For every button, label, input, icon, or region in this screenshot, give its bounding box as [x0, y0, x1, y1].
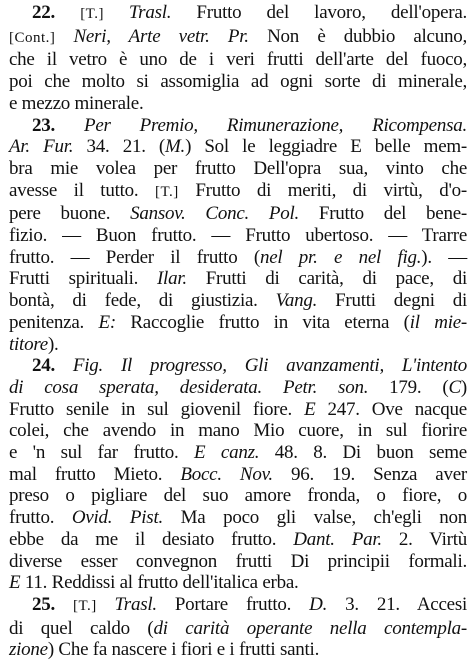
text-segment: di cosa sperata, desiderata. Petr. son. [9, 376, 369, 398]
text-segment: di carità operante nella contempla- [153, 617, 467, 639]
text-segment: 25. [32, 593, 73, 615]
text-segment: e 'n sul far frutto. [9, 442, 195, 464]
text-segment: Ilar. [156, 268, 187, 290]
text-segment: Frutto di meriti, di virtù, d'o- [178, 179, 467, 201]
text-segment: zione [9, 639, 48, 661]
text-line [9, 247, 467, 269]
text-segment: Fig. Il progresso, Gli avanzamenti, L'intento [72, 355, 467, 377]
text-line [9, 26, 467, 50]
text-line [9, 93, 467, 115]
text-line [9, 507, 467, 529]
text-segment: colei, che avendo in mano Mio cuore, in sul fiorire [9, 420, 467, 442]
text-segment: fizio. — Buon frutto. — Frutto ubertoso. — Trarre [9, 225, 467, 247]
text-line [9, 485, 467, 507]
text-line [9, 115, 467, 137]
text-line [9, 290, 467, 312]
text-segment: 34. 21. ( [73, 136, 165, 158]
text-segment: ). [47, 333, 59, 355]
text-line [9, 572, 467, 594]
text-segment: bra mie volea per frutto Dell'opra sua, vinto che [9, 157, 467, 179]
text-segment: 2. Virtù [381, 528, 467, 550]
text-segment: penitenza. [9, 311, 99, 333]
text-segment: 11. Reddissi al frutto dell'italica erba. [20, 572, 299, 594]
text-segment: e mezzo minerale. [9, 92, 144, 114]
text-segment: Ar. Fur. [9, 136, 74, 158]
text-line [9, 158, 467, 180]
text-segment: Raccoglie frutto in vita eterna ( [115, 311, 410, 333]
text-segment: poi che molto si assomiglia ad ogni sorte di minerale, [9, 71, 467, 93]
text-segment: E [9, 572, 21, 594]
text-segment: Trasl. [128, 2, 172, 23]
text-line [9, 420, 467, 442]
text-segment: ) [460, 376, 467, 398]
text-segment: avesse il tutto. [9, 179, 155, 201]
text-segment: mal frutto Mieto. [9, 463, 181, 485]
text-segment: [T.] [154, 183, 179, 200]
text-line [9, 464, 467, 486]
text-segment: Frutto del bene- [299, 203, 467, 225]
text-segment: titore [9, 333, 48, 355]
text-segment: 23. [32, 114, 84, 136]
text-segment: diverse esser convegnon frutti Di principii formali. [9, 550, 467, 572]
text-line [9, 71, 467, 93]
text-segment: Portare frutto. [156, 593, 310, 615]
text-segment: [T.] [73, 597, 115, 614]
text-segment: Ovid. Pist. [71, 507, 163, 529]
text-line [9, 442, 467, 464]
text-segment: D. [309, 593, 328, 615]
text-line [9, 377, 467, 399]
text-segment: Frutti degni di [317, 290, 467, 312]
text-line [9, 180, 467, 204]
text-segment: che il vetro è uno de i veri frutti dell'arte del fuoco, [9, 49, 467, 71]
text-segment: Ma poco gli valse, ch'egli non [162, 507, 467, 529]
text-segment: frutto. [9, 507, 72, 529]
text-segment: ). — [421, 246, 467, 268]
text-line [9, 312, 467, 334]
text-line [9, 639, 467, 661]
text-segment: il mie- [409, 311, 467, 333]
text-segment: Vang. [275, 290, 318, 312]
text-line [9, 203, 467, 225]
text-segment: Frutto del lavoro, dell'opera. [171, 2, 468, 23]
text-segment: Frutti di carità, di pace, di [186, 268, 467, 290]
text-segment: Frutto senile in sul giovenil fiore. [9, 398, 305, 420]
text-line [9, 2, 467, 26]
text-segment: M. [164, 136, 186, 158]
text-segment: 3. 21. Accesi [327, 593, 468, 615]
text-segment: Per Premio, Rimunerazione, Ricompensa. [83, 114, 467, 136]
text-segment: preso o pigliare del suo amore fronda, o fiore, o [9, 485, 467, 507]
text-segment: 179. ( [368, 376, 449, 398]
text-segment: Dant. Par. [293, 528, 382, 550]
text-segment: 22. [32, 2, 81, 23]
text-line [9, 399, 467, 421]
text-segment: E [304, 398, 316, 420]
text-segment: nel pr. e nel fig. [259, 246, 422, 268]
text-line [9, 594, 467, 618]
text-segment: di quel caldo ( [9, 617, 154, 639]
text-segment: ) Sol le leggiadre E belle mem- [185, 136, 468, 158]
text-segment: E canz. [194, 442, 260, 464]
text-segment: 24. [32, 355, 73, 377]
text-segment: Neri, Arte vetr. Pr. [73, 25, 249, 47]
text-segment: Frutti spirituali. [9, 268, 157, 290]
text-segment: 247. Ove nacque [315, 398, 467, 420]
text-line [9, 49, 467, 71]
text-segment: pere buone. [9, 203, 131, 225]
text-segment: Sansov. Conc. Pol. [130, 203, 300, 225]
text-segment: ) Che fa nascere i fiori e i frutti santi. [47, 639, 320, 661]
text-line [9, 529, 467, 551]
text-segment: Bocc. Nov. [180, 463, 273, 485]
text-segment: 96. 19. Senza aver [272, 463, 468, 485]
text-segment: frutto. — Perder il frutto ( [9, 246, 260, 268]
text-segment: Non è dubbio alcuno, [248, 25, 467, 47]
text-segment: Trasl. [114, 593, 157, 615]
text-segment: ebbe da me il desiato frutto. [9, 528, 294, 550]
text-line [9, 334, 467, 356]
text-line [9, 355, 467, 377]
text-segment: bontà, di fede, di giustizia. [9, 290, 276, 312]
text-segment: 48. 8. Di buon seme [259, 442, 467, 464]
text-segment: [Cont.] [9, 29, 74, 46]
text-line [9, 136, 467, 158]
text-line [9, 268, 467, 290]
text-line [9, 551, 467, 573]
text-segment: [T.] [80, 6, 129, 22]
text-segment: E: [98, 311, 116, 333]
text-line [9, 618, 467, 640]
text-line [9, 225, 467, 247]
text-segment: C [448, 376, 461, 398]
